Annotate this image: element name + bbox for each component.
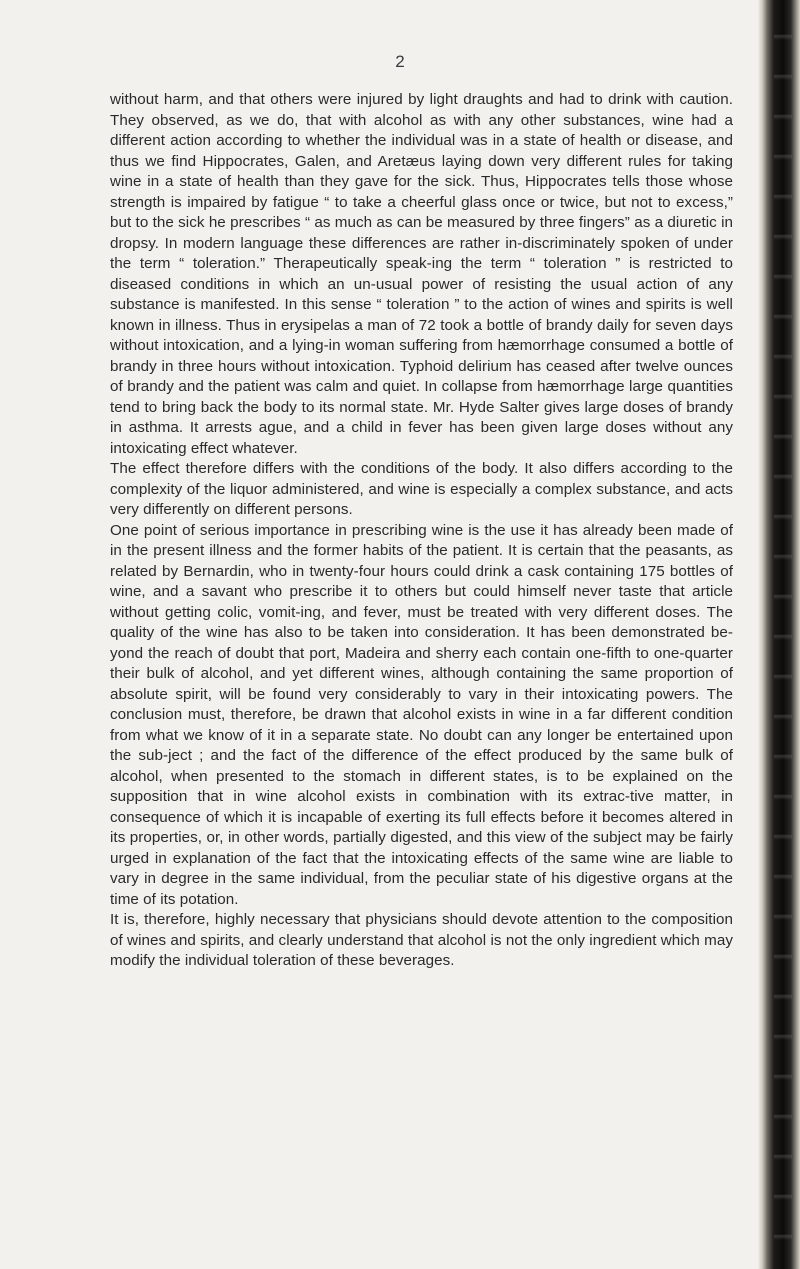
paragraph-4: It is, therefore, highly necessary that physicians should devote attention to the composition of wines and spirits, and clearly understand that alcohol is not the only ingredient which may modify the individual toleration of these beverages.: [110, 911, 733, 969]
body-text: [110, 90, 733, 972]
page-number: 2: [395, 52, 405, 71]
paragraph-2: The effect therefore differs with the conditions of the body. It also differs according to the complexity of the liquor administered, and wine is especially a complex substance, and acts very differently on different persons.: [110, 460, 733, 518]
paragraph-1: without harm, and that others were injured by light draughts and had to drink with caution. They observed, as we do, that with alcohol as with any other substances, wine had a different action according to whether the individual was in a state of health or disease, and thus we find Hippocrates, Galen, and Aretæus laying down very different rules for taking wine in a state of health than they gave for the sick. Thus, Hippocrates tells those whose strength is impaired by fatigue “ to take a cheerful glass once or twice, but not to excess,” but to the sick he prescribes “ as much as can be measured by three fingers” as a diuretic in dropsy. In modern language these differences are rather in-discriminately spoken of under the term “ toleration.” Therapeutically speak-ing the term “ toleration ” is restricted to diseased conditions in which an un-usual power of resisting the usual action of any substance is manifested. In this sense “ toleration ” to the action of wines and spirits is well known in illness. Thus in erysipelas a man of 72 took a bottle of brandy daily for seven days without intoxication, and a lying-in woman suffering from hæmorrhage consumed a bottle of brandy in three hours without intoxication. Typhoid delirium has ceased after twelve ounces of brandy and the patient was calm and quiet. In collapse from hæmorrhage large quantities tend to bring back the body to its normal state. Mr. Hyde Salter gives large doses of brandy in asthma. It arrests ague, and a child in fever has been given large doses without any intoxicating effect whatever.: [110, 91, 733, 457]
binding-texture: [774, 0, 792, 1269]
paragraph-3: One point of serious importance in prescribing wine is the use it has already been made of in the present illness and the former habits of the patient. It is certain that the peasants, as related by Bernardin, who in twenty-four hours could drink a cask containing 175 bottles of wine, and a savant who prescribe it to others but could himself never taste that article without getting colic, vomit-ing, and fever, must be treated with very different doses. The quality of the wine has also to be taken into consideration. It has been demonstrated be-yond the reach of doubt that port, Madeira and sherry each contain one-fifth to one-quarter their bulk of alcohol, and yet different wines, although containing the same proportion of absolute spirit, will be found very considerably to vary in their intoxicating powers. The conclusion must, therefore, be drawn that alcohol exists in wine in a far different condition from what we know of it in a separate state. No doubt can any longer be entertained upon the sub-ject ; and the fact of the difference of the effect produced by the same bulk of alcohol, when presented to the stomach in different states, is to be explained on the supposition that in wine alcohol exists in combination with its extrac-tive matter, in consequence of which it is incapable of exerting its full effects before it becomes altered in its properties, or, in other words, partially digested, and this view of the subject may be fairly urged in explanation of the fact that the intoxicating effects of the same wine are liable to vary in degree in the same individual, from the peculiar state of his digestive organs at the time of its potation.: [110, 521, 733, 908]
